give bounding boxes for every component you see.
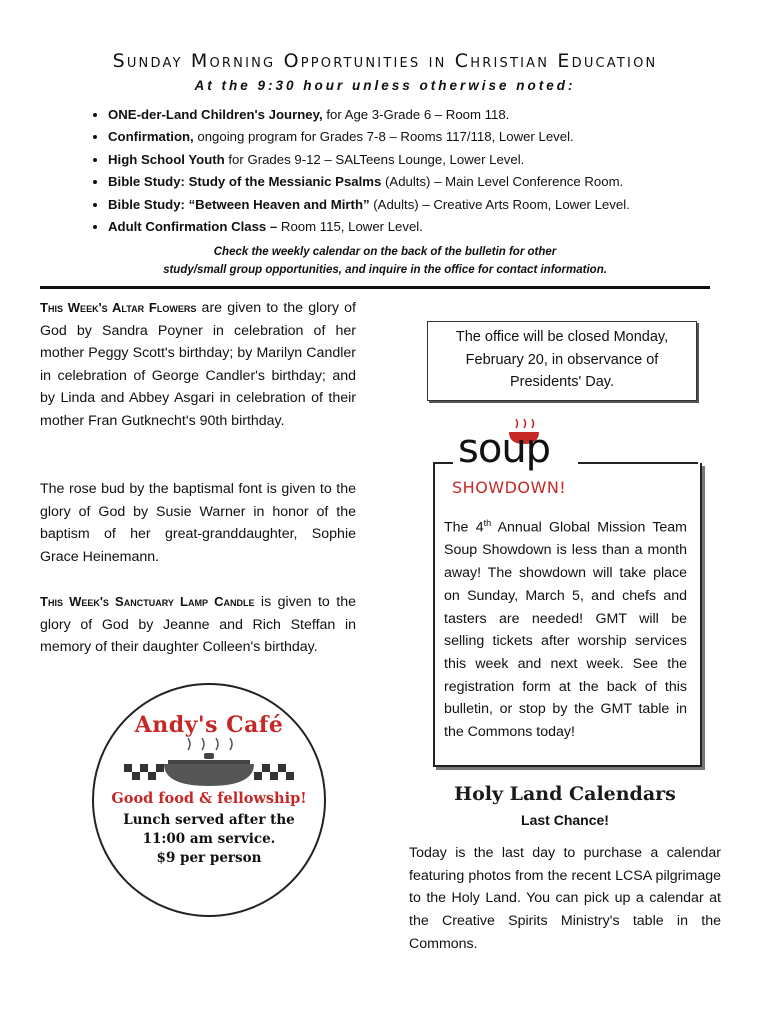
altar-flowers-paragraph [40,297,356,432]
lamp-candle-paragraph [40,591,356,659]
holy-land-title: Holy Land Calendars [454,783,676,805]
calendar-note-line: study/small group opportunities, and inquire in the office for contact information. [163,264,607,276]
soup-logo-showdown: SHOWDOWN! [452,478,567,497]
programs-list [72,104,758,238]
list-item: • Adult Confirmation Class – Room 115, Lower Level. [108,216,758,238]
cafe-line: 11:00 am service. [142,831,276,847]
notice-line: February 20, in observance of [465,351,659,368]
notice-line: The office will be closed Monday, [455,329,669,345]
cafe-tagline: Good food & fellowship! [111,790,307,807]
calendar-note-line: Check the weekly calendar on the back of the bulletin for other [213,246,557,258]
holy-land-subtitle: Last Chance! [521,812,609,828]
calendar-note [0,243,770,279]
lamp-candle-text: is given to the glory of God by Jeanne and Rich Steffan in memory of their daughter Colleen's birthday. [40,594,356,655]
altar-flowers-heading: This Week's Altar Flowers [40,300,197,315]
soup-logo-word: soup [458,426,551,472]
cooking-pot-icon [118,738,300,790]
notice-line: Presidents' Day. [509,374,615,390]
soup-box-top-border [433,462,453,464]
list-item: • Confirmation, ongoing program for Grades 7-8 – Rooms 117/118, Lower Level. [108,126,758,148]
rose-bud-paragraph: The rose bud by the baptismal font is given to the glory of God by Susie Warner in honor of the baptism of her great-granddaughter, Sophie Grace Heinemann. [40,481,356,565]
section-divider [40,286,710,289]
cafe-title: Andy's Café [134,712,284,738]
list-item: • High School Youth for Grades 9-12 – SALTeens Lounge, Lower Level. [108,149,758,171]
altar-flowers-text: are given to the glory of God by Sandra Poyner in celebration of her mother Peggy Scott's birthday; by Marilyn Candler in celebration of George Candler's birthday; and by Linda and Abbey Asgari in celebration of their mother Fran Gutknecht's 90th birthday. [40,300,357,429]
soup-box-top-border [578,462,698,464]
cafe-line: Lunch served after the [123,812,295,828]
soup-showdown-text: The 4th Annual Global Mission Team Soup Showdown is less than a month away! The showdown will take place on Sunday, March 5, and chefs and tasters are needed! GMT will be selling tickets after worship services this week and next week. See the registration form at the back of this bulletin, or stop by the GMT table in the Commons today! [444,518,688,741]
cafe-line: $9 per person [156,850,262,866]
page-title: Sunday Morning Opportunities in Christian Education [112,50,658,72]
holy-land-text: Today is the last day to purchase a calendar featuring photos from the recent LCSA pilgrimage to the Holy Land. You can pick up a calendar at the Creative Spirits Ministry's table in the Commons. [409,845,721,952]
list-item: • Bible Study: Study of the Messianic Psalms (Adults) – Main Level Conference Room. [108,171,758,193]
page-subtitle: At the 9:30 hour unless otherwise noted: [194,78,576,93]
lamp-candle-heading: This Week's Sanctuary Lamp Candle [40,594,255,609]
list-item: • ONE-der-Land Children's Journey, for Age 3-Grade 6 – Room 118. [108,104,758,126]
list-item: • Bible Study: “Between Heaven and Mirth” (Adults) – Creative Arts Room, Lower Level. [108,194,758,216]
office-closed-notice [427,321,697,401]
